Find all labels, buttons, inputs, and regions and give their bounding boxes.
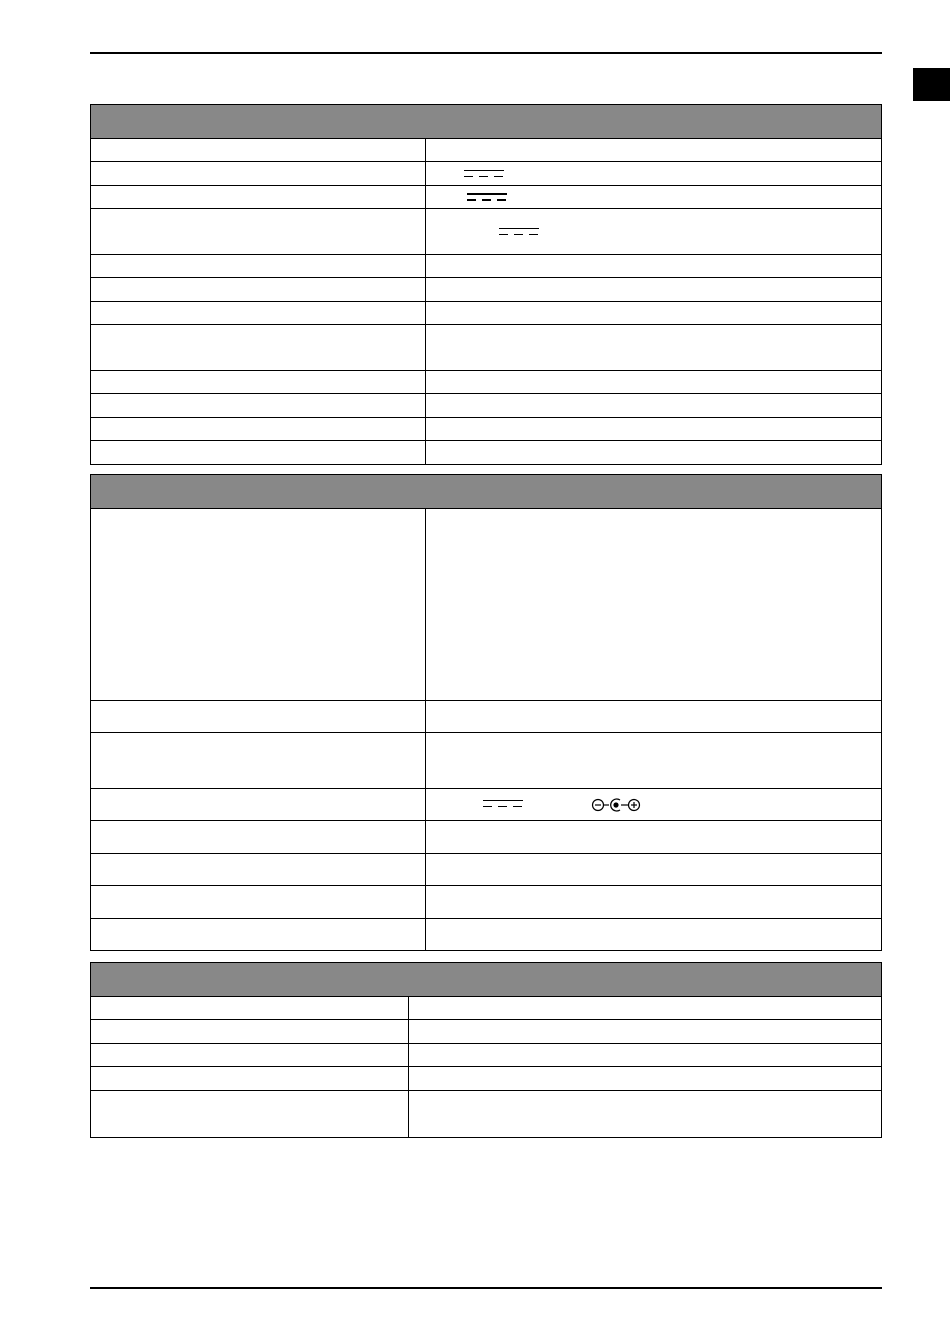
language-tab-marker: [913, 68, 950, 101]
table-row: [91, 919, 882, 951]
table-row: [91, 371, 882, 394]
polarity-icon: [591, 797, 641, 813]
table-row: [91, 441, 882, 465]
dc-current-icon: [483, 800, 523, 810]
table-row: [91, 139, 882, 162]
table-row: [91, 789, 882, 821]
table-row: [91, 886, 882, 919]
table-row: [91, 701, 882, 733]
table-row: [91, 209, 882, 255]
table-row: [91, 1091, 882, 1138]
table-row: [91, 997, 882, 1020]
dc-current-icon: [467, 193, 507, 203]
spec-table-3: [90, 962, 882, 1138]
table-row: [91, 1044, 882, 1067]
table-row: [91, 854, 882, 886]
bottom-rule: [90, 1287, 882, 1289]
table-header-row: [91, 105, 882, 139]
dc-current-icon: [499, 228, 539, 238]
table-row: [91, 1020, 882, 1044]
table-row: [91, 302, 882, 325]
table-row: [91, 418, 882, 441]
table-row: [91, 325, 882, 371]
table-row: [91, 733, 882, 789]
spec-table-1: [90, 104, 882, 465]
table-row: [91, 1067, 882, 1091]
table-row: [91, 394, 882, 418]
table-header-row: [91, 475, 882, 509]
top-rule: [90, 52, 882, 54]
spec-table-2: [90, 474, 882, 951]
table-row: [91, 509, 882, 701]
table-row: [91, 821, 882, 854]
table-row: [91, 278, 882, 302]
table-row: [91, 255, 882, 278]
table-row: [91, 186, 882, 209]
table-row: [91, 162, 882, 186]
dc-current-icon: [464, 170, 504, 180]
table-header-row: [91, 963, 882, 997]
